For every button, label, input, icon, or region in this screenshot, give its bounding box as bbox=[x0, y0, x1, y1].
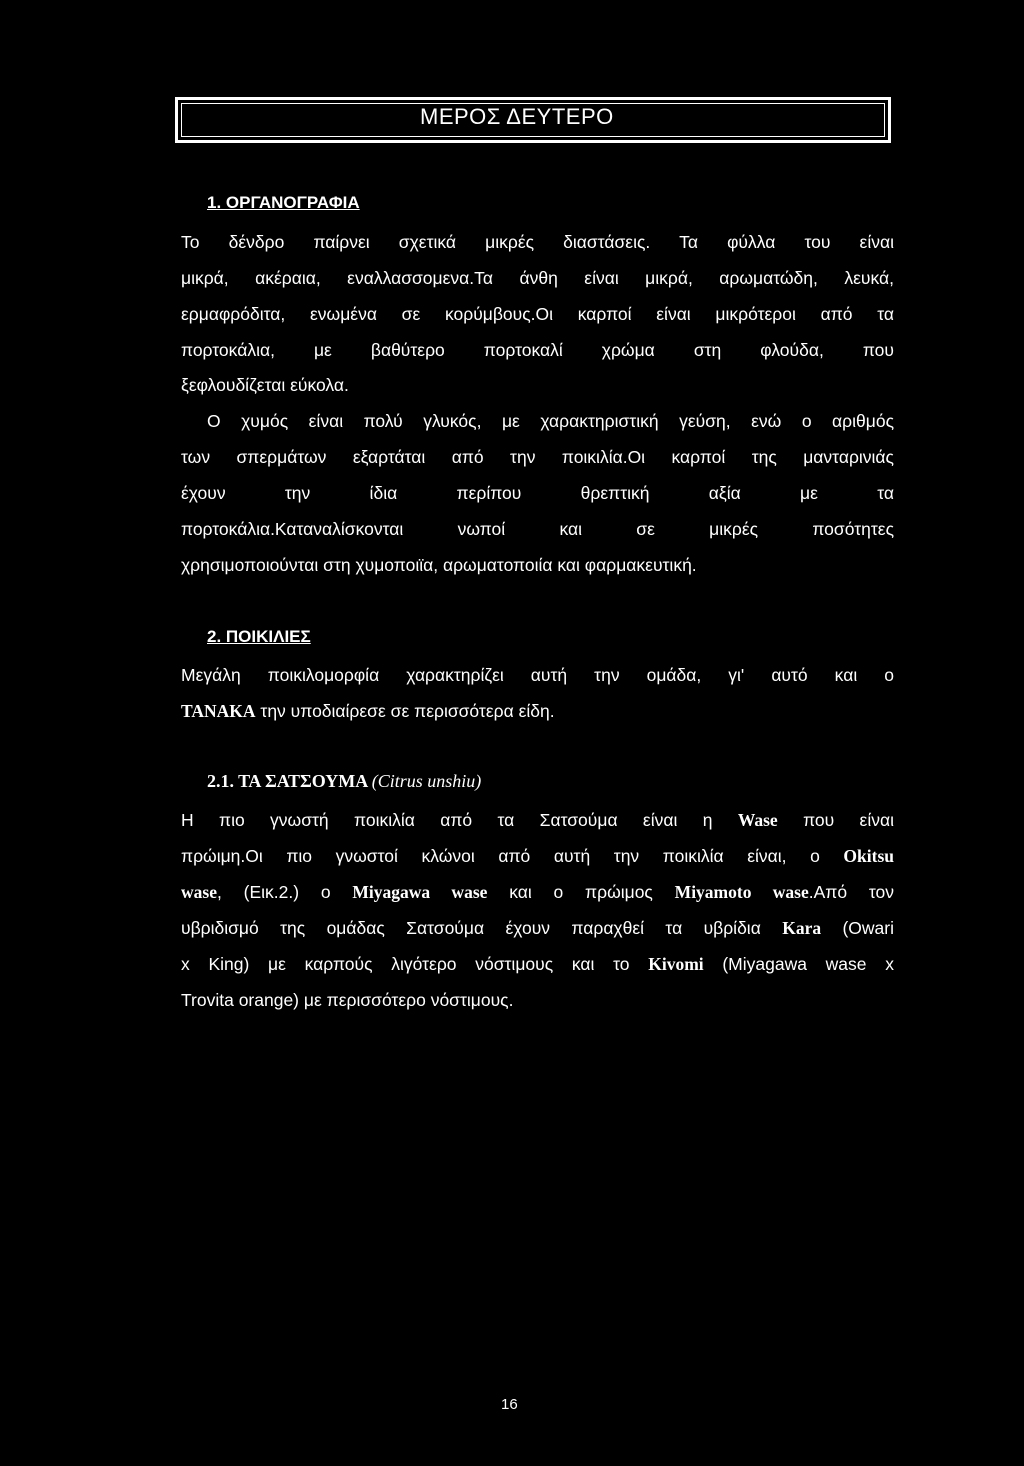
paragraph-line: Η πιο γνωστή ποικιλία από τα Σατσούμα είναι η Wase που είναι bbox=[181, 810, 894, 830]
paragraph-line: μικρά, ακέραια, εναλλασσομενα.Τα άνθη είναι μικρά, αρωματώδη, λευκά, bbox=[181, 268, 894, 288]
paragraph-line: Μεγάλη ποικιλομορφία χαρακτηρίζει αυτή την ομάδα, γι' αυτό και ο bbox=[181, 665, 894, 685]
paragraph-line: πορτοκάλια, με βαθύτερο πορτοκαλί χρώμα στη φλούδα, που bbox=[181, 340, 894, 360]
paragraph-line: Το δένδρο παίρνει σχετικά μικρές διαστάσεις. Τα φύλλα του είναι bbox=[181, 232, 894, 252]
bold-term-tanaka: TANAKA bbox=[181, 701, 256, 721]
paragraph-line: των σπερμάτων εξαρτάται από την ποικιλία.Οι καρποί της μανταρινιάς bbox=[181, 447, 894, 467]
paragraph-line: πρώιμη.Οι πιο γνωστοί κλώνοι από αυτή την ποικιλία είναι, ο Okitsu bbox=[181, 846, 894, 866]
paragraph-line: ερμαφρόδιτα, ενωμένα σε κορύμβους.Οι καρποί είναι μικρότεροι από τα bbox=[181, 304, 894, 324]
paragraph-line: Ο χυμός είναι πολύ γλυκός, με χαρακτηριστική γεύση, ενώ ο αριθμός bbox=[207, 411, 894, 431]
paragraph-line: πορτοκάλια.Καταναλίσκονται νωποί και σε μικρές ποσότητες bbox=[181, 519, 894, 539]
paragraph-line: χρησιμοποιούνται στη χυμοποιϊα, αρωματοποιία και φαρμακευτική. bbox=[181, 555, 697, 575]
section-heading-organography: 1. ΟΡΓΑΝΟΓΡΑΦΙΑ bbox=[207, 193, 360, 212]
subsection-heading-satsuma: 2.1. ΤΑ ΣΑΤΣΟΥΜΑ (Citrus unshiu) bbox=[207, 771, 482, 791]
paragraph-line: ξεφλουδίζεται εύκολα. bbox=[181, 375, 349, 395]
part-title: ΜΕΡΟΣ ΔΕΥΤΕΡΟ bbox=[420, 104, 614, 129]
paragraph-line: έχουν την ίδια περίπου θρεπτική αξία με τα bbox=[181, 483, 894, 503]
scientific-name: (Citrus unshiu) bbox=[371, 771, 482, 791]
page-number: 16 bbox=[501, 1396, 518, 1413]
paragraph-line: υβριδισμό της ομάδας Σατσούμα έχουν παραχθεί τα υβρίδια Kara (Owari bbox=[181, 918, 894, 938]
paragraph-line: wase, (Εικ.2.) ο Miyagawa wase και ο πρώιμος Miyamoto wase.Από τον bbox=[181, 882, 894, 902]
paragraph-line: x King) με καρπούς λιγότερο νόστιμους και το Kivomi (Miyagawa wase x bbox=[181, 954, 894, 974]
paragraph-line: Trovita orange) με περισσότερο νόστιμους. bbox=[181, 990, 514, 1010]
paragraph-line: TANAKA την υποδιαίρεσε σε περισσότερα είδη. bbox=[181, 701, 555, 721]
section-heading-varieties: 2. ΠΟΙΚΙΛΙΕΣ bbox=[207, 627, 311, 646]
